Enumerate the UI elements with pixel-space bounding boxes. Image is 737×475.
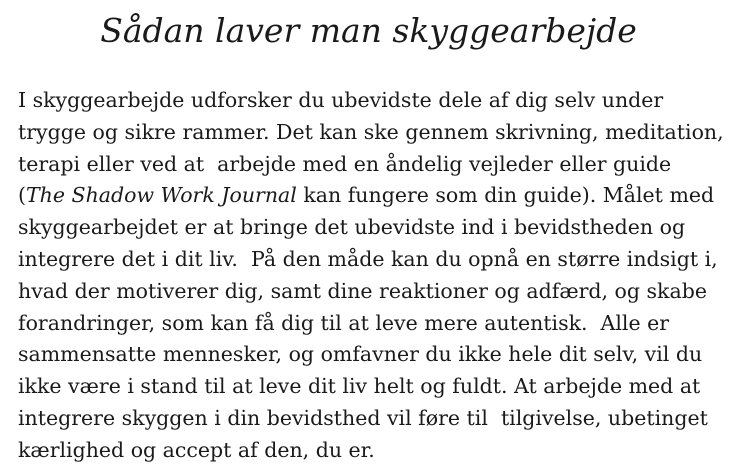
body-paragraph bbox=[18, 85, 734, 467]
text-after-title: kan fungere som din guide). Målet med bbox=[296, 183, 715, 208]
text-line: sammensatte mennesker, og omfavner du ikke hele dit selv, vil du bbox=[18, 342, 703, 367]
page-title: Sådan laver man skyggearbejde bbox=[100, 11, 637, 50]
text-line: trygge og sikre rammer. Det kan ske gennem skrivning, meditation, bbox=[18, 119, 724, 144]
text-line: hvad der motiverer dig, samt dine reaktioner og adfærd, og skabe bbox=[18, 278, 707, 303]
text-line: forandringer, som kan få dig til at leve mere autentisk. Alle er bbox=[18, 310, 670, 335]
text-line: integrere skyggen i din bevidsthed vil føre til tilgivelse, ubetinget bbox=[18, 405, 708, 430]
text-line bbox=[18, 180, 734, 212]
text-line: skyggearbejdet er at bringe det ubevidste ind i bevidstheden og bbox=[18, 215, 686, 240]
text-line: ikke være i stand til at leve dit liv helt og fuldt. At arbejde med at bbox=[18, 374, 701, 399]
book-title: The Shadow Work Journal bbox=[26, 183, 297, 208]
text-line: kærlighed og accept af den, du er. bbox=[18, 437, 375, 462]
text-line: terapi eller ved at arbejde med en åndelig vejleder eller guide bbox=[18, 151, 672, 176]
text-line: integrere det i dit liv. På den måde kan du opnå en større indsigt i, bbox=[18, 246, 718, 271]
open-paren: ( bbox=[18, 183, 26, 208]
text-line: I skyggearbejde udforsker du ubevidste dele af dig selv under bbox=[18, 88, 664, 112]
